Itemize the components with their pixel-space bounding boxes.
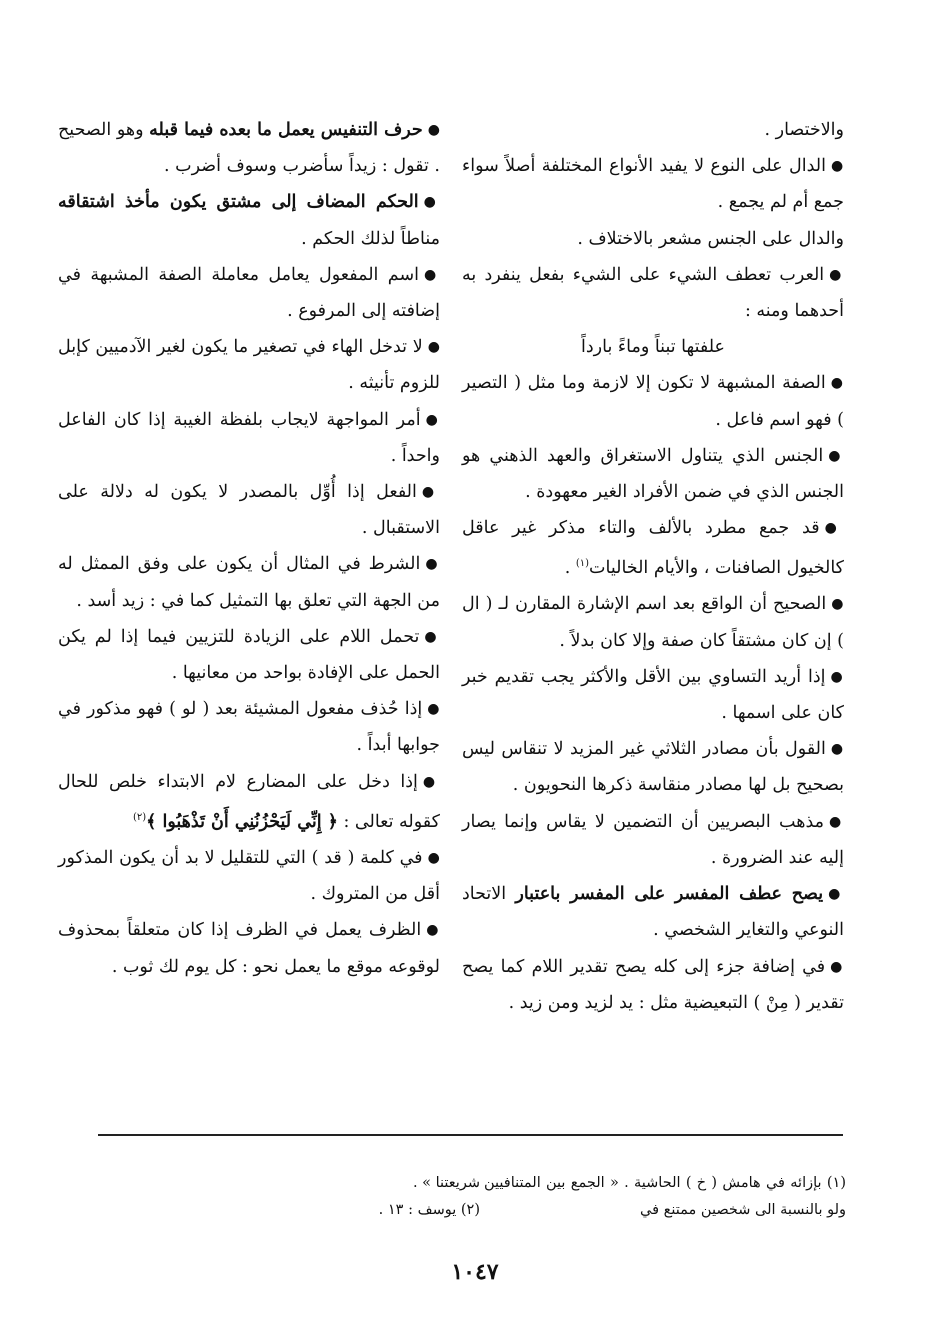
right-column-paragraph: [462, 949, 844, 1021]
paragraph-text: الصحيح أن الواقع بعد اسم الإشارة المقارن لـ ( ال ) إن كان مشتقاً كان صفة وإلا كان بدلاً .: [462, 594, 844, 651]
paragraph-text: إذا أريد التساوي بين الأقل والأكثر يجب تقديم خبر كان على اسمها .: [462, 666, 844, 724]
paragraph-text-rest: مناطاً لذلك الحكم .: [301, 228, 440, 249]
bullet-icon: ●: [830, 958, 845, 975]
bullet-icon: ●: [830, 741, 845, 758]
right-column-paragraph: [462, 804, 844, 876]
paragraph-text: الجنس الذي يتناول الاستغراق والعهد الذهني هو الجنس الذي في ضمن الأفراد الغير معهودة .: [462, 445, 844, 503]
quran-verse: ﴿ إِنِّي لَيَحْزُنُنِي أَنْ تَذْهَبُوا ﴾: [146, 811, 338, 832]
right-column-paragraph: [462, 365, 844, 437]
page-number: ١٠٤٧: [451, 1259, 499, 1285]
right-column-paragraph: [462, 257, 844, 329]
bullet-icon: ●: [427, 849, 440, 866]
left-column-paragraph: [58, 546, 440, 618]
right-column-paragraph: [462, 112, 844, 148]
bullet-icon: ●: [824, 520, 845, 537]
bullet-icon: ●: [831, 596, 845, 613]
paragraph-text: مذهب البصريين أن التضمين لا يقاس وإنما يصار إليه عند الضرورة .: [462, 811, 844, 868]
paragraph-text: تحمل اللام على الزيادة للتزيين فيما إذا لم يكن الحمل على الإفادة بواحد من معانيها .: [58, 626, 440, 684]
paragraph-text: علفتها تبناً وماءً بارداً: [581, 337, 725, 358]
left-column-paragraph: [58, 474, 440, 546]
footnote-1-end: شريعتنا » .: [412, 1175, 480, 1191]
bullet-icon: ●: [427, 701, 440, 718]
right-column-paragraph: [462, 510, 844, 586]
bullet-icon: ●: [423, 266, 440, 283]
bullet-icon: ●: [829, 266, 844, 283]
footnote-marker: (١): [575, 558, 590, 570]
right-column-paragraph: [462, 438, 844, 510]
paragraph-text-tail: .: [564, 558, 576, 579]
paragraph-text: لا تدخل الهاء في تصغير ما يكون لغير الآدميين كإبل للزوم تأنيثه .: [58, 337, 440, 394]
right-column-paragraph: [462, 659, 844, 731]
bullet-icon: ●: [828, 447, 845, 464]
footnote-block-left: [330, 1170, 480, 1224]
left-column-paragraph: [58, 691, 440, 763]
left-column-paragraph: [58, 912, 440, 984]
right-column-paragraph: [462, 221, 844, 257]
right-column-paragraph: [462, 586, 844, 658]
paragraph-text: يصح عطف المفسر على المفسر باعتبار: [515, 884, 824, 905]
paragraph-text-rest: وهو الصحيح . تقول : زيداً سأضرب وسوف أضرب .: [58, 120, 440, 177]
right-column-paragraph: [462, 148, 844, 220]
paragraph-text: الشرط في المثال أن يكون على وفق الممثل له من الجهة التي تعلق بها التمثيل كما في : زيد أسد .: [58, 554, 440, 611]
paragraph-text: اسم المفعول يعامل معاملة الصفة المشبهة في إضافته إلى المرفوع .: [58, 264, 440, 322]
bullet-icon: ●: [425, 556, 441, 573]
bullet-icon: ●: [829, 813, 844, 830]
left-column-paragraph: [58, 112, 440, 184]
paragraph-text: الظرف يعمل في الظرف إذا كان متعلقاً بمحذوف لوقوعه موقع ما يعمل نحو : كل يوم لك ثوب .: [58, 920, 440, 977]
paragraph-text: الفعل إذا أُوِّل بالمصدر لا يكون له دلالة على الاستقبال .: [58, 482, 440, 539]
bullet-icon: ●: [421, 484, 441, 501]
left-column-paragraph: [58, 402, 440, 474]
footnote-1: (١) بإزائه في هامش ( خ ) الحاشية . « الجمع بين المتنافيين ولو بالنسبة الى شخصين ممتنع في: [484, 1175, 846, 1218]
paragraph-text: الحكم المضاف إلى مشتق يكون مأخذ اشتقاقه: [58, 192, 419, 213]
paragraph-text: العرب تعطف الشيء على الشيء بفعل ينفرد به أحدهما ومنه :: [462, 264, 844, 322]
bullet-icon: ●: [828, 886, 844, 903]
footnote-marker: (٢): [132, 811, 147, 823]
bullet-icon: ●: [423, 194, 440, 211]
paragraph-text: إذا دخل على المضارع لام الابتداء خلص للحال كقوله تعالى :: [58, 771, 440, 832]
paragraph-text: القول بأن مصادر الثلاثي غير المزيد لا تنقاس ليس بصحيح بل لها مصادر منقاسة ذكرها النحويون .: [462, 739, 844, 796]
bullet-icon: ●: [424, 628, 440, 645]
left-column-paragraph: [58, 329, 440, 401]
right-column-paragraph: [462, 731, 844, 803]
left-column-paragraph: [58, 764, 440, 840]
bullet-icon: ●: [427, 339, 440, 356]
left-column-paragraph: [58, 619, 440, 691]
bullet-icon: ●: [830, 668, 844, 685]
paragraph-text: الدال على النوع لا يفيد الأنواع المختلفة أصلاً سواء جمع أم لم يجمع .: [462, 156, 844, 213]
left-column: [58, 112, 440, 985]
paragraph-text-rest: الاتحاد النوعي والتغاير الشخصي .: [462, 884, 844, 941]
left-column-paragraph: [58, 184, 440, 256]
footnote-block-right: [484, 1170, 846, 1224]
bullet-icon: ●: [830, 375, 844, 392]
left-column-paragraph: [58, 257, 440, 329]
paragraph-text: والاختصار .: [764, 120, 844, 140]
paragraph-text: الصفة المشبهة لا تكون إلا لازمة وما مثل ( التصير ) فهو اسم فاعل .: [462, 373, 844, 430]
paragraph-text: والدال على الجنس مشعر بالاختلاف .: [577, 228, 844, 249]
footnote-2: (٢) يوسف : ١٣ .: [378, 1202, 480, 1218]
paragraph-text: قد جمع مطرد بالألف والتاء مذكر غير عاقل كالخيول الصافنات ، والأيام الخاليات: [462, 518, 844, 579]
bullet-icon: ●: [427, 122, 441, 138]
paragraph-text: حرف التنفيس يعمل ما بعده فيما قبله: [149, 120, 423, 140]
paragraph-text: أمر المواجهة لايجاب بلفظة الغيبة إذا كان الفاعل واحداً .: [58, 409, 440, 466]
bullet-icon: ●: [422, 773, 440, 790]
right-column: [462, 112, 844, 1021]
paragraph-text: إذا حُذف مفعول المشيئة بعد ( لو ) فهو مذكور في جوابها أبداً .: [58, 699, 440, 756]
footnote-divider: [98, 1134, 843, 1136]
bullet-icon: ●: [426, 922, 441, 939]
right-column-paragraph: [462, 329, 844, 365]
bullet-icon: ●: [425, 411, 440, 428]
bullet-icon: ●: [830, 158, 844, 175]
right-column-paragraph: [462, 876, 844, 948]
paragraph-text: في إضافة جزء إلى كله يصح تقدير اللام كما يصح تقدير ( مِنْ ) التبعيضية مثل : يد لزيد ومن زيد .: [462, 956, 844, 1013]
left-column-paragraph: [58, 840, 440, 912]
paragraph-text: في كلمة ( قد ) التي للتقليل لا بد أن يكون المذكور أقل من المتروك .: [58, 847, 440, 905]
